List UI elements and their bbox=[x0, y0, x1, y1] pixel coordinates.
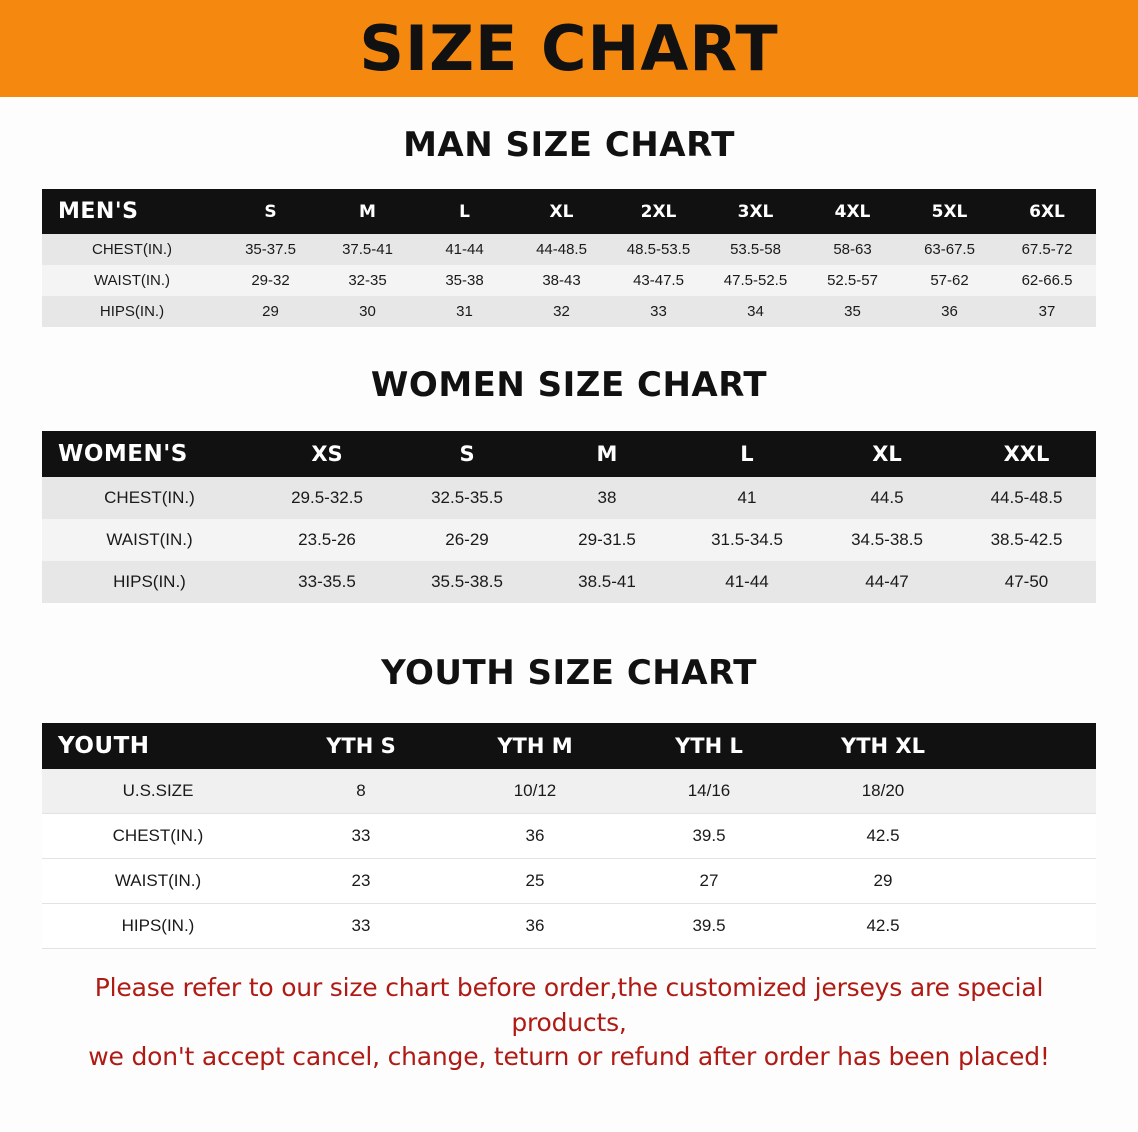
men-hips-5xl: 36 bbox=[901, 296, 998, 327]
youth-hips-l: 39.5 bbox=[622, 904, 796, 949]
women-waist-l: 31.5-34.5 bbox=[677, 519, 817, 561]
youth-col-1: YTH S bbox=[274, 723, 448, 769]
youth-row-label-hips: HIPS(IN.) bbox=[42, 904, 274, 949]
women-waist-xs: 23.5-26 bbox=[257, 519, 397, 561]
table-row bbox=[42, 904, 1096, 949]
men-waist-6xl: 62-66.5 bbox=[998, 265, 1096, 296]
youth-waist-l: 27 bbox=[622, 859, 796, 904]
men-waist-3xl: 47.5-52.5 bbox=[707, 265, 804, 296]
men-chest-m: 37.5-41 bbox=[319, 234, 416, 265]
women-waist-xl: 34.5-38.5 bbox=[817, 519, 957, 561]
men-row-label-waist: WAIST(IN.) bbox=[42, 265, 222, 296]
youth-spacer-cell bbox=[970, 814, 1096, 859]
youth-row-label-ussize: U.S.SIZE bbox=[42, 769, 274, 814]
disclaimer-line-1: Please refer to our size chart before order,the customized jerseys are special products, bbox=[94, 973, 1044, 1037]
table-row bbox=[42, 234, 1096, 265]
youth-col-2: YTH M bbox=[448, 723, 622, 769]
men-col-8: 5XL bbox=[901, 189, 998, 234]
youth-chest-xl: 42.5 bbox=[796, 814, 970, 859]
youth-chest-l: 39.5 bbox=[622, 814, 796, 859]
women-col-6: XXL bbox=[957, 431, 1096, 477]
men-hips-2xl: 33 bbox=[610, 296, 707, 327]
youth-table-header-row bbox=[42, 723, 1096, 769]
women-header-label: WOMEN'S bbox=[42, 431, 257, 477]
men-chest-4xl: 58-63 bbox=[804, 234, 901, 265]
men-hips-3xl: 34 bbox=[707, 296, 804, 327]
men-chest-s: 35-37.5 bbox=[222, 234, 319, 265]
men-chest-2xl: 48.5-53.5 bbox=[610, 234, 707, 265]
youth-row-label-chest: CHEST(IN.) bbox=[42, 814, 274, 859]
women-hips-xl: 44-47 bbox=[817, 561, 957, 603]
men-waist-m: 32-35 bbox=[319, 265, 416, 296]
women-hips-xxl: 47-50 bbox=[957, 561, 1096, 603]
table-row bbox=[42, 265, 1096, 296]
women-col-5: XL bbox=[817, 431, 957, 477]
men-col-5: 2XL bbox=[610, 189, 707, 234]
women-col-4: L bbox=[677, 431, 817, 477]
youth-col-spacer bbox=[970, 723, 1096, 769]
youth-hips-m: 36 bbox=[448, 904, 622, 949]
women-waist-xxl: 38.5-42.5 bbox=[957, 519, 1096, 561]
men-col-2: M bbox=[319, 189, 416, 234]
women-waist-s: 26-29 bbox=[397, 519, 537, 561]
men-size-table bbox=[42, 189, 1096, 327]
men-header-label: MEN'S bbox=[42, 189, 222, 234]
page-banner bbox=[0, 0, 1138, 97]
men-hips-4xl: 35 bbox=[804, 296, 901, 327]
table-row bbox=[42, 477, 1096, 519]
youth-chest-s: 33 bbox=[274, 814, 448, 859]
women-row-label-waist: WAIST(IN.) bbox=[42, 519, 257, 561]
women-hips-s: 35.5-38.5 bbox=[397, 561, 537, 603]
youth-hips-xl: 42.5 bbox=[796, 904, 970, 949]
men-waist-2xl: 43-47.5 bbox=[610, 265, 707, 296]
women-chest-xxl: 44.5-48.5 bbox=[957, 477, 1096, 519]
youth-ussize-l: 14/16 bbox=[622, 769, 796, 814]
table-row bbox=[42, 769, 1096, 814]
youth-spacer-cell bbox=[970, 904, 1096, 949]
table-row bbox=[42, 814, 1096, 859]
men-row-label-chest: CHEST(IN.) bbox=[42, 234, 222, 265]
youth-section-title: YOUTH SIZE CHART bbox=[381, 653, 757, 693]
youth-waist-s: 23 bbox=[274, 859, 448, 904]
men-waist-5xl: 57-62 bbox=[901, 265, 998, 296]
disclaimer-note bbox=[34, 971, 1104, 1075]
women-chest-xl: 44.5 bbox=[817, 477, 957, 519]
disclaimer-line-2: we don't accept cancel, change, teturn or refund after order has been placed! bbox=[88, 1042, 1050, 1071]
youth-spacer-cell bbox=[970, 859, 1096, 904]
men-col-7: 4XL bbox=[804, 189, 901, 234]
youth-ussize-s: 8 bbox=[274, 769, 448, 814]
youth-hips-s: 33 bbox=[274, 904, 448, 949]
table-row bbox=[42, 296, 1096, 327]
men-col-9: 6XL bbox=[998, 189, 1096, 234]
women-chest-l: 41 bbox=[677, 477, 817, 519]
women-table-header-row bbox=[42, 431, 1096, 477]
men-hips-xl: 32 bbox=[513, 296, 610, 327]
women-col-2: S bbox=[397, 431, 537, 477]
men-col-4: XL bbox=[513, 189, 610, 234]
women-col-1: XS bbox=[257, 431, 397, 477]
women-chest-xs: 29.5-32.5 bbox=[257, 477, 397, 519]
men-chest-5xl: 63-67.5 bbox=[901, 234, 998, 265]
page-title: SIZE CHART bbox=[359, 11, 779, 85]
women-chest-m: 38 bbox=[537, 477, 677, 519]
youth-waist-m: 25 bbox=[448, 859, 622, 904]
table-row bbox=[42, 519, 1096, 561]
men-waist-xl: 38-43 bbox=[513, 265, 610, 296]
men-col-1: S bbox=[222, 189, 319, 234]
women-chest-s: 32.5-35.5 bbox=[397, 477, 537, 519]
men-col-6: 3XL bbox=[707, 189, 804, 234]
youth-chest-m: 36 bbox=[448, 814, 622, 859]
men-waist-4xl: 52.5-57 bbox=[804, 265, 901, 296]
youth-row-label-waist: WAIST(IN.) bbox=[42, 859, 274, 904]
table-row bbox=[42, 561, 1096, 603]
women-row-label-chest: CHEST(IN.) bbox=[42, 477, 257, 519]
women-col-3: M bbox=[537, 431, 677, 477]
youth-spacer-cell bbox=[970, 769, 1096, 814]
men-row-label-hips: HIPS(IN.) bbox=[42, 296, 222, 327]
women-section-title: WOMEN SIZE CHART bbox=[370, 365, 768, 405]
women-size-table bbox=[42, 431, 1096, 603]
men-waist-s: 29-32 bbox=[222, 265, 319, 296]
women-row-label-hips: HIPS(IN.) bbox=[42, 561, 257, 603]
youth-col-3: YTH L bbox=[622, 723, 796, 769]
men-hips-6xl: 37 bbox=[998, 296, 1096, 327]
men-chest-3xl: 53.5-58 bbox=[707, 234, 804, 265]
youth-header-label: YOUTH bbox=[42, 723, 274, 769]
men-table-header-row bbox=[42, 189, 1096, 234]
men-hips-l: 31 bbox=[416, 296, 513, 327]
youth-col-4: YTH XL bbox=[796, 723, 970, 769]
youth-ussize-m: 10/12 bbox=[448, 769, 622, 814]
women-hips-xs: 33-35.5 bbox=[257, 561, 397, 603]
men-chest-6xl: 67.5-72 bbox=[998, 234, 1096, 265]
youth-ussize-xl: 18/20 bbox=[796, 769, 970, 814]
table-row bbox=[42, 859, 1096, 904]
men-chest-l: 41-44 bbox=[416, 234, 513, 265]
women-waist-m: 29-31.5 bbox=[537, 519, 677, 561]
men-chest-xl: 44-48.5 bbox=[513, 234, 610, 265]
men-hips-s: 29 bbox=[222, 296, 319, 327]
youth-waist-xl: 29 bbox=[796, 859, 970, 904]
man-section-title: MAN SIZE CHART bbox=[403, 125, 735, 165]
men-hips-m: 30 bbox=[319, 296, 416, 327]
men-waist-l: 35-38 bbox=[416, 265, 513, 296]
youth-size-table bbox=[42, 723, 1096, 949]
men-col-3: L bbox=[416, 189, 513, 234]
women-hips-m: 38.5-41 bbox=[537, 561, 677, 603]
women-hips-l: 41-44 bbox=[677, 561, 817, 603]
